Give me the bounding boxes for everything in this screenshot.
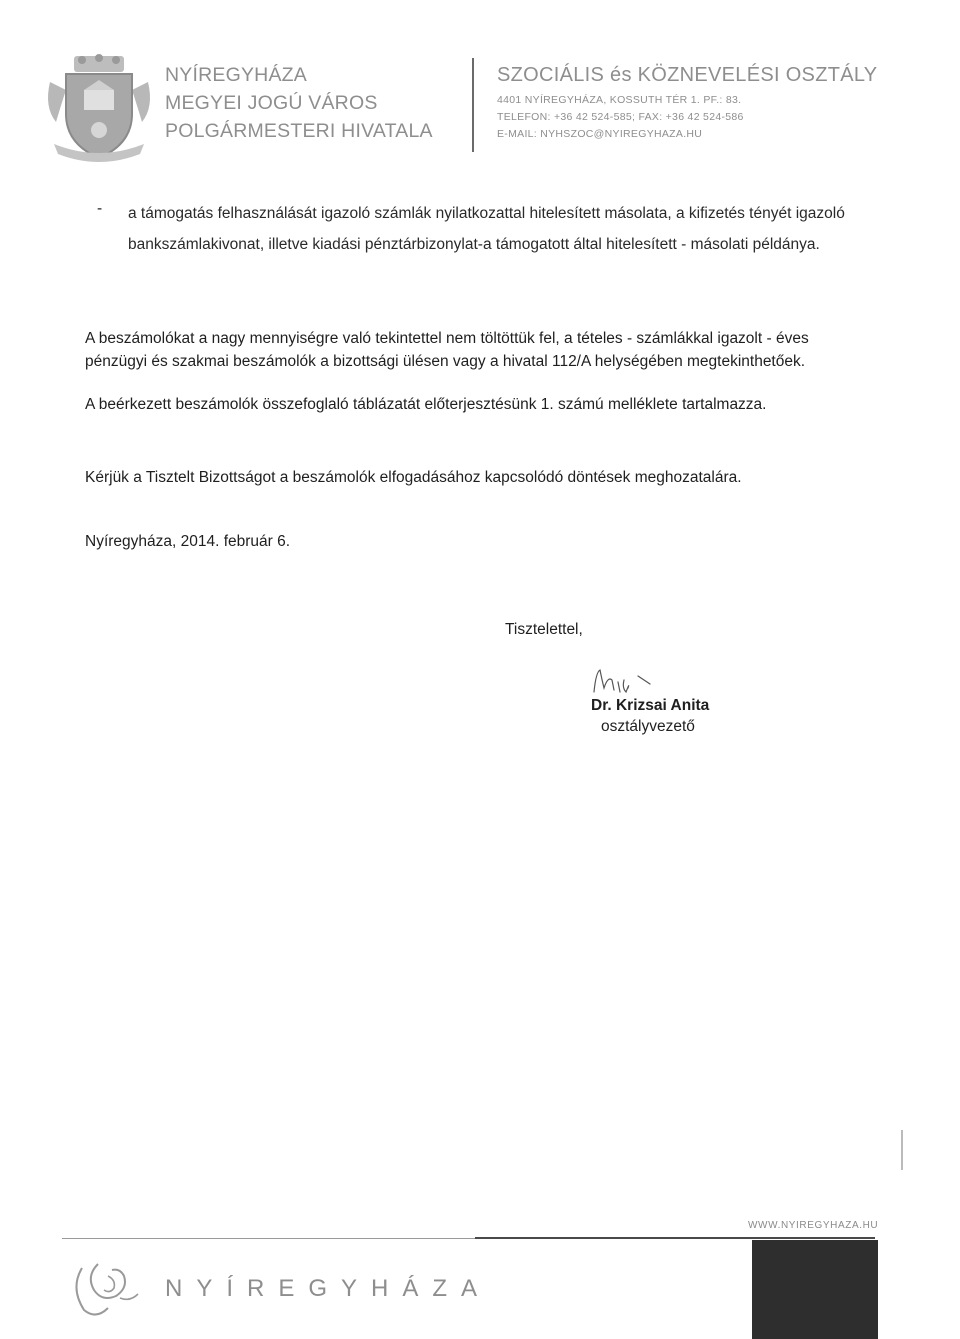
org-name-line-1: NYÍREGYHÁZA xyxy=(165,64,307,86)
bullet-dash: - xyxy=(97,200,103,217)
closing-salutation: Tisztelettel, xyxy=(505,621,583,638)
date-line: Nyíregyháza, 2014. február 6. xyxy=(85,533,291,550)
scan-edge-mark xyxy=(901,1130,903,1170)
address-line: 4401 NYÍREGYHÁZA, KOSSUTH TÉR 1. PF.: 83. xyxy=(497,94,742,106)
bullet-item-text: a támogatás felhasználását igazoló számlák nyilatkozattal hitelesített másolata, a kifizetés tényét igazoló bankszámlakivonat, illetve kiadási pénztárbizonylat-a támogatott által hitelesített - másolati példánya. xyxy=(128,205,845,253)
footer-city-name: NYÍREGYHÁZA xyxy=(165,1275,492,1302)
paragraph-1-line-1: A beszámolókat a nagy mennyiségre való tekintettel nem töltöttük fel, a tételes - számlákkal igazolt - éves xyxy=(85,330,809,347)
footer-rule-accent xyxy=(475,1237,875,1239)
city-swirl-logo-icon xyxy=(68,1258,144,1320)
website-url: WWW.NYIREGYHAZA.HU xyxy=(748,1220,879,1231)
city-coat-of-arms-logo xyxy=(44,52,154,164)
handwritten-signature xyxy=(590,662,660,702)
org-name-line-3: POLGÁRMESTERI HIVATALA xyxy=(165,120,433,142)
footer-dark-bar xyxy=(752,1240,878,1339)
phone-fax-line: TELEFON: +36 42 524-585; FAX: +36 42 524-586 xyxy=(497,111,744,123)
header-divider xyxy=(472,58,474,152)
paragraph-2: A beérkezett beszámolók összefoglaló táblázatát előterjesztésünk 1. számú melléklete tartalmazza. xyxy=(85,396,767,413)
paragraph-1-line-2: pénzügyi és szakmai beszámolók a bizottsági ülésen vagy a hivatal 112/A helységében megtekinthetőek. xyxy=(85,353,806,370)
signer-name: Dr. Krizsai Anita xyxy=(591,697,710,714)
org-name-line-2: MEGYEI JOGÚ VÁROS xyxy=(165,92,378,114)
paragraph-3: Kérjük a Tisztelt Bizottságot a beszámolók elfogadásához kapcsolódó döntések meghozatalára. xyxy=(85,469,742,486)
department-title: SZOCIÁLIS és KÖZNEVELÉSI OSZTÁLY xyxy=(497,64,878,86)
email-line: E-MAIL: NYHSZOC@NYIREGYHAZA.HU xyxy=(497,128,703,140)
signer-title: osztályvezető xyxy=(601,718,695,735)
